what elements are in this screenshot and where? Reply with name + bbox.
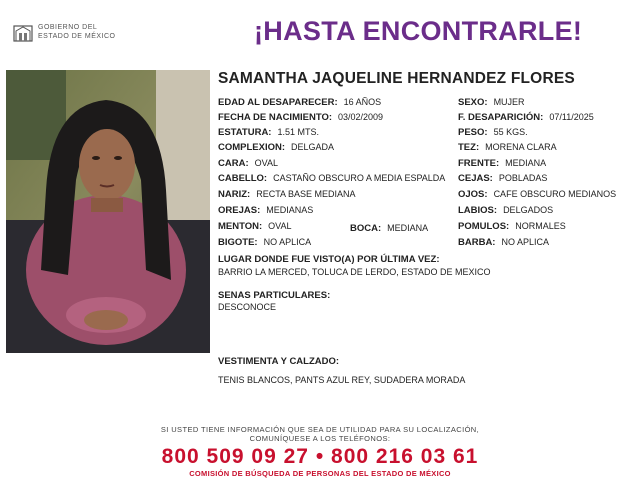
field-label: ESTATURA:: [218, 127, 272, 138]
field-value: 07/11/2025: [549, 112, 594, 122]
field-value: RECTA BASE MEDIANA: [256, 189, 356, 199]
field-label: FECHA DE NACIMIENTO:: [218, 112, 332, 123]
vestimenta-value: TENIS BLANCOS, PANTS AZUL REY, SUDADERA MORADA: [218, 375, 466, 385]
field-value: POBLADAS: [498, 173, 548, 183]
field-cejas: [458, 172, 547, 185]
field-label: BOCA:: [350, 223, 382, 234]
person-name: SAMANTHA JAQUELINE HERNANDEZ FLORES: [218, 70, 575, 87]
field-value: 16 AÑOS: [343, 97, 382, 107]
field-value: 1.51 MTS.: [277, 127, 319, 137]
commission-name: COMISIÓN DE BÚSQUEDA DE PERSONAS DEL ESTADO DE MÉXICO: [189, 469, 451, 478]
field-label: TEZ:: [458, 142, 480, 153]
field-value: MEDIANA: [505, 158, 547, 168]
field-value: OVAL: [268, 221, 292, 231]
missing-person-photo: [6, 70, 210, 353]
field-boca: [350, 222, 428, 235]
vestimenta-label: VESTIMENTA Y CALZADO:: [218, 356, 340, 367]
field-value: NORMALES: [515, 221, 566, 231]
photo-illustration: [6, 70, 210, 353]
lugar-value: BARRIO LA MERCED, TOLUCA DE LERDO, ESTADO DE MEXICO: [218, 267, 491, 277]
field-label: OREJAS:: [218, 205, 261, 216]
footer-note-line2: COMUNÍQUESE A LOS TELÉFONOS:: [249, 434, 391, 443]
field-label: NARIZ:: [218, 189, 251, 200]
field-peso: [458, 126, 528, 139]
field-label: BARBA:: [458, 237, 496, 248]
field-value: NO APLICA: [263, 237, 312, 247]
field-label: EDAD AL DESAPARECER:: [218, 97, 338, 108]
field-edad: [218, 96, 381, 109]
field-label: CARA:: [218, 158, 249, 169]
field-value: DELGADOS: [503, 205, 554, 215]
field-nacimiento: [218, 111, 383, 124]
state-emblem-icon: [12, 22, 34, 44]
field-pomulos: [458, 220, 566, 233]
field-label: PESO:: [458, 127, 488, 138]
field-estatura: [218, 126, 319, 139]
field-barba: [458, 236, 549, 249]
field-label: COMPLEXION:: [218, 142, 286, 153]
footer-note-line1: SI USTED TIENE INFORMACIÓN QUE SEA DE UTILIDAD PARA SU LOCALIZACIÓN,: [160, 425, 480, 434]
field-cara: [218, 157, 278, 170]
field-label: CABELLO:: [218, 173, 268, 184]
field-orejas: [218, 204, 313, 217]
logo-text-line1: GOBIERNO DEL: [38, 24, 98, 31]
phone-separator: •: [315, 445, 325, 468]
logo-text-line2: ESTADO DE MÉXICO: [38, 33, 116, 40]
field-frente: [458, 157, 546, 170]
field-value: CASTAÑO OBSCURO A MEDIA ESPALDA: [273, 173, 446, 183]
field-complexion: [218, 141, 334, 154]
field-value: MUJER: [493, 97, 525, 107]
field-bigote: [218, 236, 311, 249]
field-nariz: [218, 188, 356, 201]
field-tez: [458, 141, 557, 154]
lugar-label: LUGAR DONDE FUE VISTO(A) POR ÚLTIMA VEZ:: [218, 254, 440, 265]
field-value: MEDIANAS: [266, 205, 314, 215]
field-value: OVAL: [254, 158, 278, 168]
field-labios: [458, 204, 553, 217]
field-value: 03/02/2009: [338, 112, 384, 122]
field-label: MENTON:: [218, 221, 263, 232]
field-value: MEDIANA: [387, 223, 429, 233]
field-label: LABIOS:: [458, 205, 498, 216]
field-label: OJOS:: [458, 189, 488, 200]
senas-label: SENAS PARTICULARES:: [218, 290, 331, 301]
phone-number-2[interactable]: 800 216 03 61: [331, 445, 479, 468]
field-value: NO APLICA: [501, 237, 549, 247]
senas-value: DESCONOCE: [218, 302, 277, 312]
field-menton: [218, 220, 292, 233]
field-label: SEXO:: [458, 97, 488, 108]
field-sexo: [458, 96, 525, 109]
field-label: POMULOS:: [458, 221, 510, 232]
field-label: F. DESAPARICIÓN:: [458, 112, 544, 123]
field-value: MORENA CLARA: [485, 142, 557, 152]
headline: ¡HASTA ENCONTRARLE!: [254, 16, 583, 46]
field-cabello: [218, 172, 445, 185]
field-label: BIGOTE:: [218, 237, 258, 248]
phone-number-1[interactable]: 800 509 09 27: [161, 445, 309, 468]
state-government-logo: [12, 22, 122, 44]
phone-numbers: [0, 445, 640, 469]
field-value: DELGADA: [291, 142, 335, 152]
field-value: CAFE OBSCURO MEDIANOS: [493, 189, 617, 199]
field-desaparicion: [458, 111, 594, 124]
field-label: CEJAS:: [458, 173, 493, 184]
field-ojos: [458, 188, 616, 201]
field-label: FRENTE:: [458, 158, 500, 169]
field-value: 55 KGS.: [493, 127, 528, 137]
